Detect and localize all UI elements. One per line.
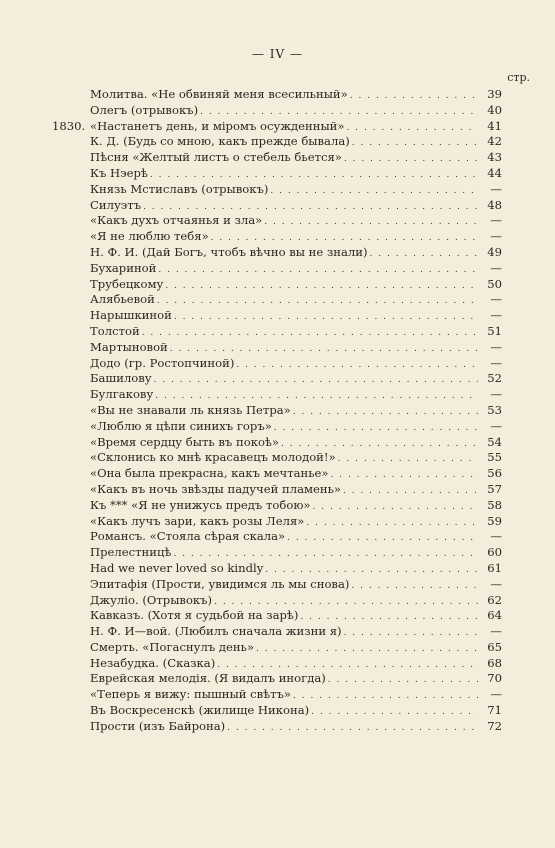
entry-title: Олегъ (отрывокъ) — [90, 102, 199, 117]
dot-leader — [227, 721, 478, 737]
entry-title-line — [90, 719, 478, 737]
entry-title: Князь Мстиславъ (отрывокъ) — [90, 181, 269, 196]
entry-page-number: 41 — [487, 118, 502, 133]
entry-title: Незабудка. (Сказка) — [90, 655, 216, 670]
entry-page-number: 64 — [487, 608, 502, 623]
toc-entry — [90, 593, 502, 609]
entry-title: Въ Воскресенскѣ (жилище Никона) — [90, 703, 310, 718]
entry-title: Романсъ. «Стояла сѣрая скала» — [90, 529, 286, 544]
entry-title: «Время сердцу быть въ покоѣ» — [90, 434, 280, 449]
toc-entry — [90, 545, 502, 561]
entry-page-number: 55 — [487, 450, 502, 465]
entry-page-number: 58 — [487, 497, 502, 512]
entry-page-number: — — [490, 529, 502, 544]
toc-entry — [90, 150, 502, 166]
entry-title: «Какъ духъ отчаянья и зла» — [90, 213, 263, 228]
toc-entry — [90, 261, 502, 277]
toc-entry — [90, 134, 502, 150]
toc-entry — [52, 118, 502, 135]
entry-title: Трубецкому — [90, 276, 164, 291]
toc-entry — [90, 403, 502, 419]
entry-title: Прелестницѣ — [90, 545, 172, 560]
toc-entry — [90, 719, 502, 735]
entry-title: Додо (гр. Ростопчиной) — [90, 355, 235, 370]
entry-title: «Какъ лучъ зари, какъ розы Леля» — [90, 513, 305, 528]
entry-page-number: 39 — [487, 87, 502, 101]
entry-title: Булгакову — [90, 387, 154, 402]
entry-page-number: 44 — [487, 165, 502, 180]
entry-title: Прости (изъ Байрона) — [90, 718, 226, 733]
entry-page-number: — — [490, 355, 502, 370]
entry-page-number: 60 — [487, 545, 502, 560]
entry-title: К. Д. (Будь со мною, какъ прежде бывала) — [90, 134, 350, 149]
toc-entry — [90, 514, 502, 530]
toc-entry — [90, 245, 502, 261]
entry-title: Эпитафія (Прости, увидимся ль мы снова) — [90, 576, 350, 591]
entry-page-number: 62 — [487, 592, 502, 607]
entry-title: Еврейская мелодія. (Я видалъ иногда) — [90, 671, 326, 686]
toc-entry — [90, 450, 502, 466]
entry-page-number: 70 — [487, 671, 502, 686]
toc-entry — [90, 703, 502, 719]
entry-page-number: 59 — [487, 513, 502, 528]
entry-title: Толстой — [90, 323, 140, 338]
entry-title: Нарышкиной — [90, 308, 172, 323]
toc-entry — [90, 356, 502, 372]
entry-page-number: — — [490, 418, 502, 433]
entry-title: Мартыновой — [90, 339, 168, 354]
entry-title: «Какъ въ ночь звѣзды падучей пламень» — [90, 481, 342, 496]
toc-entry — [90, 324, 502, 340]
toc-entry — [90, 482, 502, 498]
entry-page-number: — — [490, 576, 502, 591]
entry-title: «Люблю я цѣпи синихъ горъ» — [90, 418, 272, 433]
entry-page-number: 53 — [487, 402, 502, 417]
entry-page-number: 40 — [487, 102, 502, 117]
entry-title: Пѣсня «Желтый листъ о стебель бьется» — [90, 150, 342, 165]
entry-title: «Я не люблю тебя» — [90, 229, 209, 244]
entry-title: Молитва. «Не обвиняй меня всесильный» — [90, 87, 348, 101]
entry-page-number: 56 — [487, 466, 502, 481]
toc-entry — [90, 103, 502, 119]
entry-page-number: 71 — [487, 703, 502, 718]
entry-page-number: — — [490, 624, 502, 639]
toc-entry — [90, 166, 502, 182]
toc-entry — [90, 387, 502, 403]
toc-entry — [90, 340, 502, 356]
entry-page-number: — — [490, 387, 502, 402]
entry-title: Къ *** «Я не унижусь предъ тобою» — [90, 497, 311, 512]
toc-entry — [90, 624, 502, 640]
entry-title: «Вы не знавали ль князь Петра» — [90, 402, 291, 417]
toc-entry — [90, 435, 502, 451]
toc-entry — [90, 213, 502, 229]
toc-entry — [90, 371, 502, 387]
entry-page-number: — — [490, 339, 502, 354]
entry-title: Н. Ф. И—вой. (Любилъ сначала жизни я) — [90, 624, 342, 639]
entry-page-number: 49 — [487, 244, 502, 259]
entry-title: «Она была прекрасна, какъ мечтанье» — [90, 466, 329, 481]
entry-page-number: 68 — [487, 655, 502, 670]
entry-title: «Настанетъ день, и міромъ осужденный» — [90, 118, 345, 133]
toc-entry — [90, 277, 502, 293]
entry-page-number: 72 — [487, 718, 502, 733]
entry-page-number: — — [490, 229, 502, 244]
entry-page-number: — — [490, 260, 502, 275]
entry-title: Н. Ф. И. (Дай Богъ, чтобъ вѣчно вы не знали) — [90, 244, 368, 259]
entry-page-number: 42 — [487, 134, 502, 149]
entry-page-number: — — [490, 308, 502, 323]
entry-title: Силуэтъ — [90, 197, 142, 212]
toc-entry — [90, 466, 502, 482]
entry-title: Джуліо. (Отрывокъ) — [90, 592, 213, 607]
toc-entry — [90, 671, 502, 687]
toc-entry — [90, 640, 502, 656]
entry-page-number: 61 — [487, 560, 502, 575]
toc-entry — [90, 656, 502, 672]
toc-entry — [90, 198, 502, 214]
page-column-label: стр. — [507, 71, 530, 84]
toc-entry — [90, 419, 502, 435]
toc-entry — [90, 608, 502, 624]
entry-title: Алябьевой — [90, 292, 155, 307]
toc-entry — [90, 529, 502, 545]
entry-title: Had we never loved so kindly — [90, 560, 264, 575]
entry-page-number: — — [490, 181, 502, 196]
entry-page-number: 57 — [487, 481, 502, 496]
entry-page-number: 65 — [487, 639, 502, 654]
entry-title: «Теперь я вижу: пышный свѣтъ» — [90, 687, 292, 702]
toc-entry — [90, 292, 502, 308]
entry-title: Кавказъ. (Хотя я судьбой на зарѣ) — [90, 608, 299, 623]
entry-title: Бухариной — [90, 260, 157, 275]
toc-entry — [90, 87, 502, 103]
entry-page-number: 51 — [487, 323, 502, 338]
entry-page-number: 54 — [487, 434, 502, 449]
entry-page-number: 50 — [487, 276, 502, 291]
entry-year: 1830. — [52, 118, 86, 133]
entry-title: Смерть. «Погаснулъ день» — [90, 639, 255, 654]
table-of-contents — [52, 87, 502, 735]
entry-title: «Склонись ко мнѣ красавецъ молодой!» — [90, 450, 336, 465]
toc-entry — [90, 561, 502, 577]
toc-entry — [90, 229, 502, 245]
toc-entry — [90, 182, 502, 198]
entry-page-number: 52 — [487, 371, 502, 386]
page-header: — IV — — [251, 47, 304, 61]
toc-entry — [90, 308, 502, 324]
entry-page-number: — — [490, 687, 502, 702]
entry-page-number: 43 — [487, 150, 502, 165]
entry-page-number: — — [490, 292, 502, 307]
entry-page-number: — — [490, 213, 502, 228]
toc-entry — [90, 687, 502, 703]
entry-title: Башилову — [90, 371, 152, 386]
toc-entry — [90, 577, 502, 593]
entry-page-number: 48 — [487, 197, 502, 212]
entry-title: Къ Нэерѣ — [90, 165, 148, 180]
toc-entry — [90, 498, 502, 514]
